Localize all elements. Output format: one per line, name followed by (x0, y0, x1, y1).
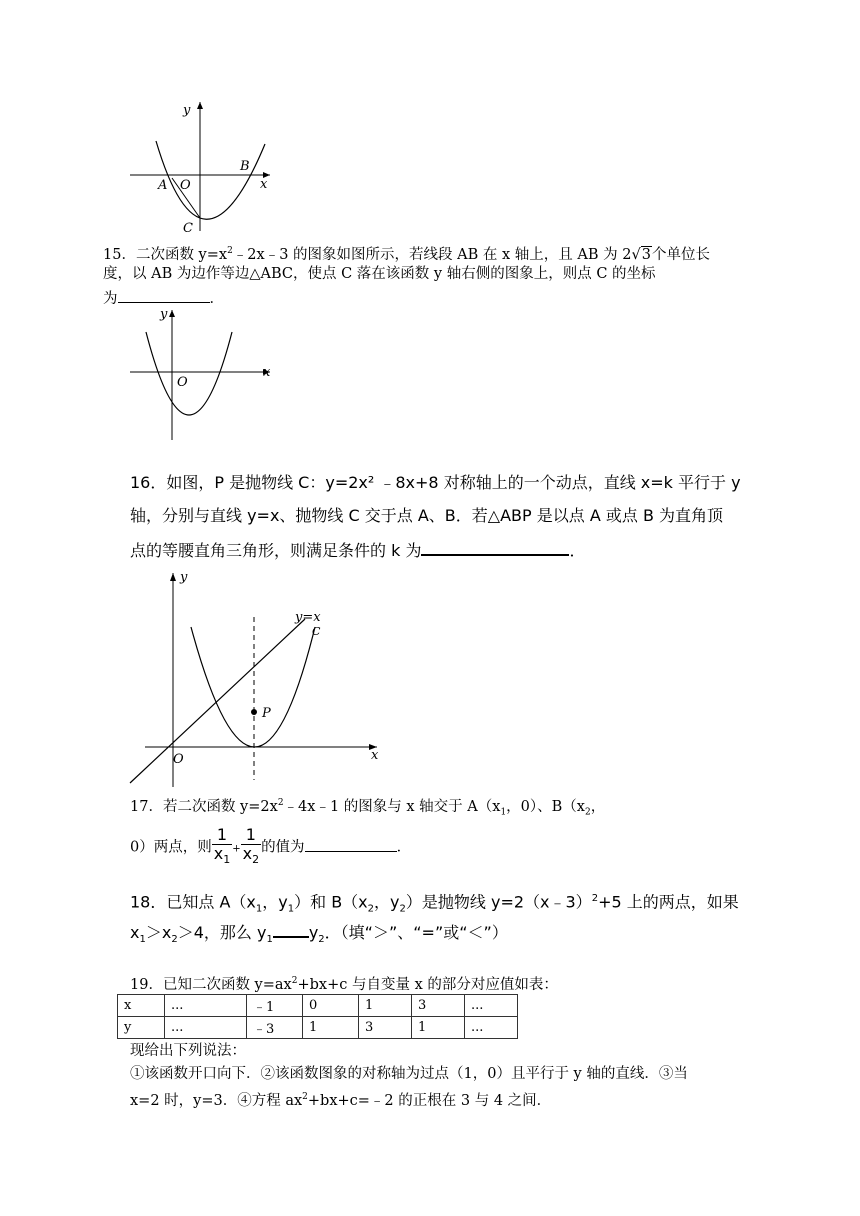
q17-answer-blank[interactable] (305, 835, 397, 852)
fig16-line-label: y=x (295, 610, 321, 625)
fig16-x-label: x (371, 748, 379, 763)
fraction-1-over-x1: $\frac{1}{x_1}$ (213, 825, 231, 867)
table-cell: 3 (412, 995, 465, 1017)
q19-line-4: x=2 时，y=3．④方程 $ax^2+bx+c=﹣2$ 的正根在 3 与 4 之间． (130, 1092, 552, 1109)
table-cell: 1 (303, 1017, 359, 1039)
figure-q14-parabola (120, 96, 280, 236)
q17-line-1: 17．若二次函数 $y=2x^2﹣4x﹣1$ 的图象与 x 轴交于 $A(x_1$，0）、$B(x_2$， (130, 798, 606, 818)
table-cell: x (118, 995, 165, 1017)
table-cell: ... (165, 995, 247, 1017)
fig16-y-label: y (180, 570, 188, 585)
fig14-point-b: B (240, 159, 250, 174)
table-row (118, 1017, 518, 1039)
table-cell: y (118, 1017, 165, 1039)
table-cell: ﹣1 (247, 995, 303, 1017)
fig15-point-o: O (177, 375, 188, 390)
q16-answer-blank[interactable] (421, 538, 569, 556)
fig16-curve-label: C (312, 625, 321, 638)
q16-line-3: 点的等腰直角三角形，则满足条件的 k 为 ． (130, 538, 585, 562)
q16-line-2: 轴，分别与直线 y=x、抛物线 C 交于点 A、B．若△ABP 是以点 A 或点 B 为直角顶 (130, 506, 724, 525)
q18-line-2: $x_1>x_2>4$，那么 $y_1$ $y_2$．（填“＞”、“=”或“＜”） (130, 920, 508, 951)
q16-line-1: 16．如图，P 是抛物线 C：y=2x² ﹣8x+8 对称轴上的一个动点，直线 x=k 平行于 y (130, 473, 741, 492)
sqrt-symbol: √3 (631, 246, 651, 263)
fig16-point-p: P (262, 706, 271, 721)
table-row (118, 995, 518, 1017)
fraction-1-over-x2: $\frac{1}{x_2}$ (242, 825, 260, 867)
q17-line-2: 0）两点，则 $\frac{1}{x_1}$ + $\frac{1}{x_2}$ 的值为 ． (130, 826, 411, 869)
fig15-y-label: y (160, 307, 168, 322)
fig14-y-label: y (183, 103, 191, 118)
table-cell: 1 (359, 995, 412, 1017)
table-cell: ﹣3 (247, 1017, 303, 1039)
fig14-point-a: A (158, 178, 168, 193)
fig14-point-c: C (183, 221, 193, 236)
figure-q16-parabola-line (125, 565, 390, 790)
table-cell: 1 (412, 1017, 465, 1039)
table-cell: 0 (303, 995, 359, 1017)
fig16-point-o: O (173, 752, 184, 767)
q18-answer-blank[interactable] (273, 920, 309, 938)
q19-value-table (117, 994, 518, 1039)
fig14-point-o: O (180, 178, 191, 193)
table-cell: ... (465, 1017, 518, 1039)
figure-q15-parabola (120, 300, 280, 445)
q15-line-2: 度，以 AB 为边作等边△ABC，使点 C 落在该函数 y 轴右侧的图象上，则点 C 的坐标 (103, 266, 656, 282)
fig14-x-label: x (260, 177, 268, 192)
fig15-x-label: x (263, 365, 271, 380)
q18-line-1: 18．已知点 $A(x_1$，$y_1$）和 $B(x_2$，$y_2$）是抛物线 y=2（x﹣3）$^2$+5 上的两点，如果 (130, 892, 739, 915)
table-cell: ... (465, 995, 518, 1017)
q19-line-3: ①该函数开口向下．②该函数图象的对称轴为过点（1，0）且平行于 y 轴的直线．③当 (130, 1066, 688, 1082)
q19-line-1: 19．已知二次函数 $y=ax^2+bx+c$ 与自变量 x 的部分对应值如表： (130, 976, 558, 993)
q15-line-3: 为 ． (103, 286, 224, 310)
q19-line-2: 现给出下列说法： (130, 1043, 246, 1059)
q15-line-1: 15．二次函数 $y=x^2﹣2x﹣3$ 的图象如图所示，若线段 AB 在 x 轴上，且 AB 为 2√3个单位长 (103, 240, 710, 266)
table-cell: 3 (359, 1017, 412, 1039)
table-cell: ... (165, 1017, 247, 1039)
